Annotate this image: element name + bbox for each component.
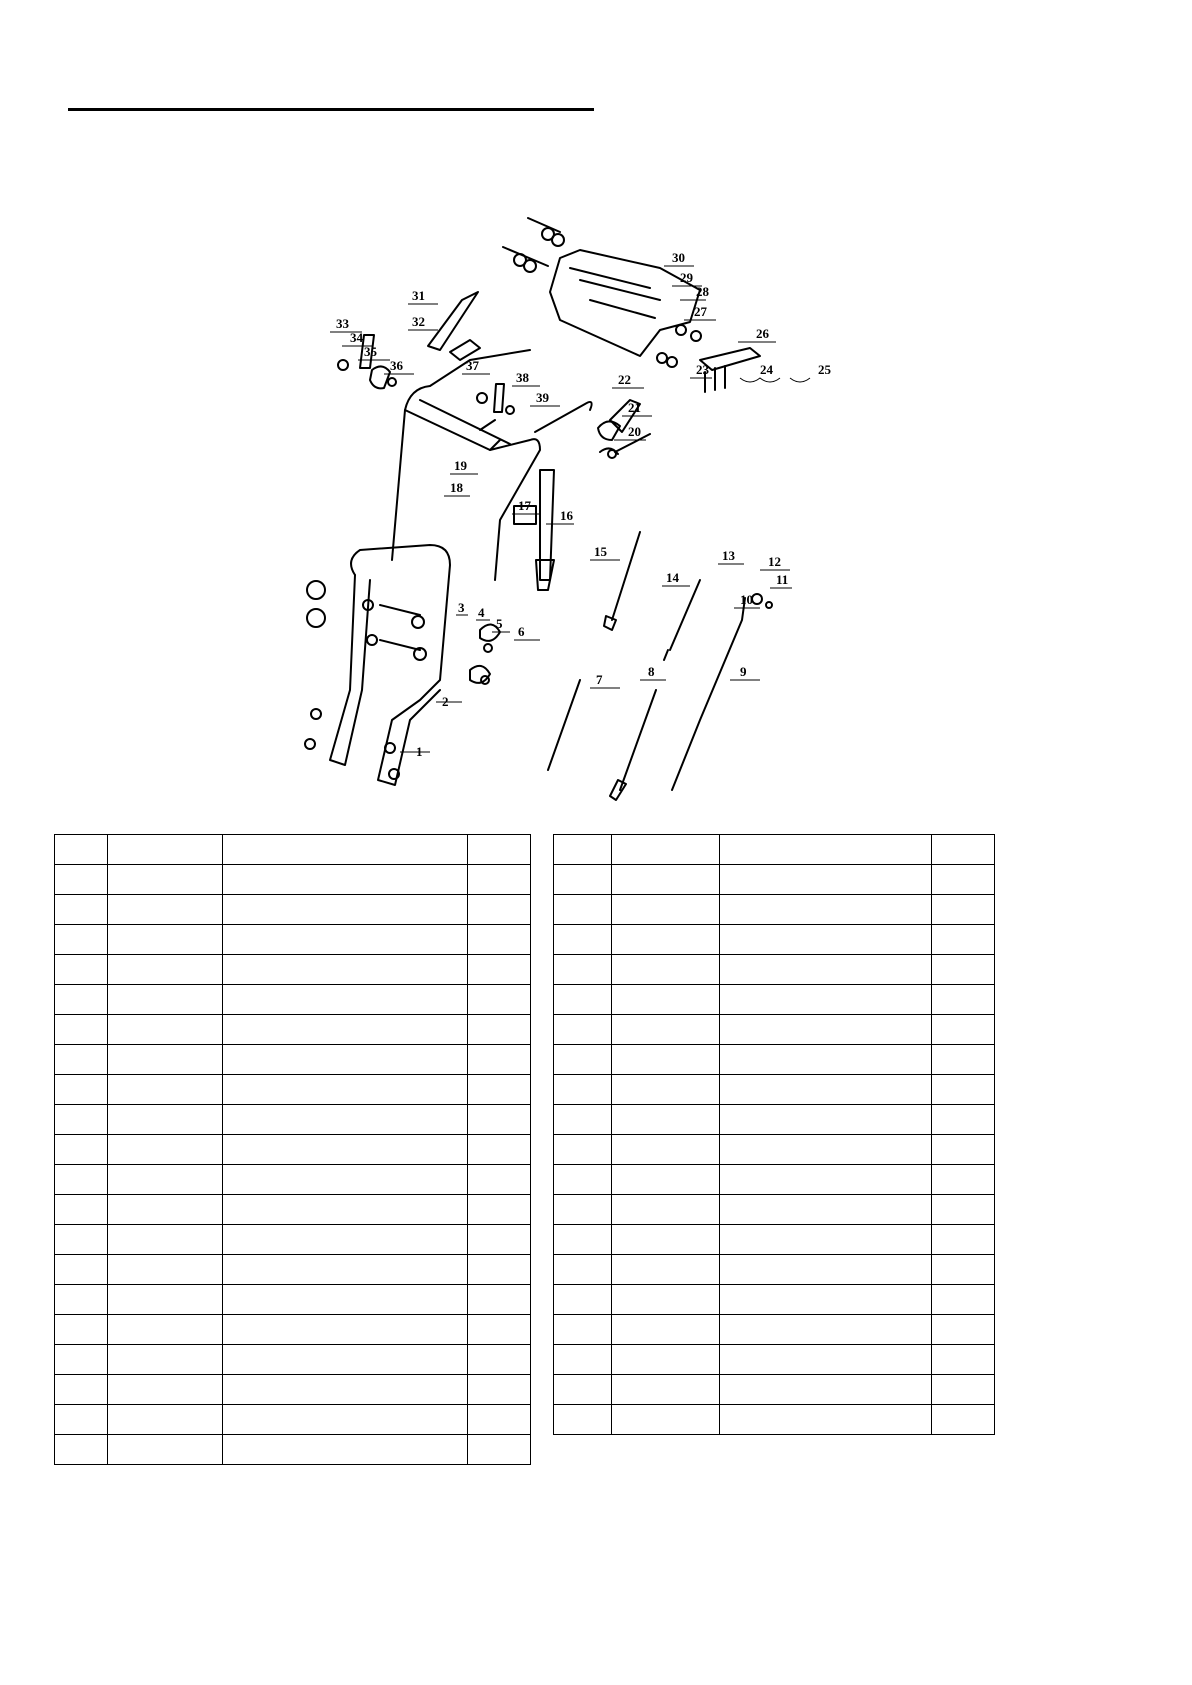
parts-table-right-row <box>554 865 995 895</box>
parts-table-left-cell <box>468 985 531 1015</box>
callout-4: 4 <box>478 605 485 620</box>
parts-table-right-row <box>554 1075 995 1105</box>
parts-table-left-cell <box>108 865 223 895</box>
callout-36: 36 <box>390 358 403 373</box>
parts-table-left-cell <box>468 895 531 925</box>
callout-2: 2 <box>442 694 449 709</box>
parts-table-right-cell <box>720 1195 932 1225</box>
parts-table-left-cell <box>108 1015 223 1045</box>
parts-table-right-cell <box>554 1075 612 1105</box>
parts-table-left-cell <box>108 835 223 865</box>
parts-table-left-row <box>55 1135 531 1165</box>
parts-table-right-cell <box>932 955 995 985</box>
parts-table-left-cell <box>468 1285 531 1315</box>
parts-table-right-cell <box>612 1045 720 1075</box>
parts-table-left-cell <box>223 865 468 895</box>
parts-table-right-row <box>554 1195 995 1225</box>
parts-table-right-row <box>554 1375 995 1405</box>
parts-table-left-row <box>55 835 531 865</box>
parts-table-right-cell <box>554 1105 612 1135</box>
parts-table-left-row <box>55 895 531 925</box>
parts-table-right-cell <box>720 1315 932 1345</box>
callout-8: 8 <box>648 664 655 679</box>
parts-table-right-cell <box>554 1255 612 1285</box>
parts-table-left-cell <box>108 1315 223 1345</box>
parts-table-left-cell <box>468 1255 531 1285</box>
parts-table-left-row <box>55 1015 531 1045</box>
parts-table-left-cell <box>55 1315 108 1345</box>
parts-table-right-cell <box>720 1075 932 1105</box>
parts-table-right-cell <box>932 835 995 865</box>
callout-29: 29 <box>680 270 693 285</box>
parts-table-right-cell <box>932 1165 995 1195</box>
parts-table-right-row <box>554 1315 995 1345</box>
parts-table-right-cell <box>612 835 720 865</box>
parts-table-left-cell <box>468 1405 531 1435</box>
parts-table-right-row <box>554 1165 995 1195</box>
callout-27: 27 <box>694 304 707 319</box>
parts-table-left-cell <box>223 1405 468 1435</box>
parts-table-right-cell <box>612 1015 720 1045</box>
parts-table-left-cell <box>468 1315 531 1345</box>
parts-table-right-cell <box>554 955 612 985</box>
parts-table-right-cell <box>612 925 720 955</box>
parts-table-left-cell <box>223 835 468 865</box>
parts-table-left-cell <box>55 1255 108 1285</box>
callout-3: 3 <box>458 600 465 615</box>
parts-table-left-cell <box>223 1135 468 1165</box>
parts-table-right-cell <box>612 985 720 1015</box>
parts-table-left-row <box>55 1195 531 1225</box>
parts-table-right-row <box>554 1345 995 1375</box>
parts-table-left-cell <box>108 1225 223 1255</box>
parts-table-right-cell <box>720 1105 932 1135</box>
callout-20: 20 <box>628 424 641 439</box>
parts-table-left-row <box>55 1105 531 1135</box>
parts-table-right-cell <box>554 895 612 925</box>
callout-38: 38 <box>516 370 529 385</box>
parts-table-left-cell <box>108 1375 223 1405</box>
parts-table-left-cell <box>55 955 108 985</box>
parts-table-right-row <box>554 925 995 955</box>
parts-table-left-cell <box>108 1105 223 1135</box>
parts-table-left-cell <box>55 925 108 955</box>
parts-table-right-cell <box>612 1225 720 1255</box>
callout-22: 22 <box>618 372 631 387</box>
callout-14: 14 <box>666 570 679 585</box>
callout-35: 35 <box>364 344 377 359</box>
callout-11: 11 <box>776 572 789 587</box>
parts-table-right-cell <box>612 1405 720 1435</box>
parts-table-right-cell <box>932 1075 995 1105</box>
parts-table-left-cell <box>223 895 468 925</box>
parts-table-left-cell <box>223 1315 468 1345</box>
callout-31: 31 <box>412 288 425 303</box>
callout-5: 5 <box>496 616 503 631</box>
parts-table-left-cell <box>55 1045 108 1075</box>
parts-table-right-cell <box>932 1135 995 1165</box>
parts-table-left-cell <box>108 1165 223 1195</box>
parts-table-right-cell <box>612 865 720 895</box>
parts-table-left-cell <box>55 985 108 1015</box>
callout-7: 7 <box>596 672 603 687</box>
parts-table-right-cell <box>720 985 932 1015</box>
callout-17: 17 <box>518 498 531 513</box>
callout-19: 19 <box>454 458 467 473</box>
parts-table-left-cell <box>108 925 223 955</box>
parts-table-left-cell <box>468 1045 531 1075</box>
callout-24: 24 <box>760 362 773 377</box>
parts-table-left-row <box>55 1345 531 1375</box>
parts-table-right-cell <box>720 1135 932 1165</box>
parts-table-left-cell <box>108 1405 223 1435</box>
parts-table-right-cell <box>554 1345 612 1375</box>
parts-table-left-cell <box>55 1015 108 1045</box>
parts-table-left-cell <box>468 1435 531 1465</box>
callout-32: 32 <box>412 314 425 329</box>
parts-table-right-cell <box>720 1225 932 1255</box>
parts-table-left-cell <box>108 895 223 925</box>
parts-table-left-row <box>55 985 531 1015</box>
callout-30: 30 <box>672 250 685 265</box>
callout-12: 12 <box>768 554 781 569</box>
parts-table-left-row <box>55 1315 531 1345</box>
exploded-parts-diagram <box>0 190 1192 830</box>
parts-table-right-row <box>554 1015 995 1045</box>
parts-table-right-row <box>554 1255 995 1285</box>
parts-table-right-cell <box>720 1255 932 1285</box>
parts-table-right-cell <box>554 1045 612 1075</box>
parts-table-left-cell <box>55 1105 108 1135</box>
callout-10: 10 <box>740 592 753 607</box>
parts-table-left-cell <box>468 1165 531 1195</box>
parts-table-right-cell <box>612 1345 720 1375</box>
callout-1: 1 <box>416 744 423 759</box>
parts-table-left-cell <box>108 1285 223 1315</box>
parts-table-right-cell <box>720 1045 932 1075</box>
parts-table-right-cell <box>932 1225 995 1255</box>
parts-table-left-cell <box>55 1165 108 1195</box>
parts-table-left-cell <box>108 1345 223 1375</box>
parts-table-left-row <box>55 865 531 895</box>
parts-table-right-cell <box>612 1165 720 1195</box>
title-underline <box>68 108 594 111</box>
parts-table-left-cell <box>223 1165 468 1195</box>
parts-table-left-cell <box>108 1135 223 1165</box>
parts-table-right-cell <box>720 1405 932 1435</box>
parts-table-right-cell <box>720 955 932 985</box>
parts-table-left-cell <box>468 925 531 955</box>
parts-table-right-cell <box>932 1195 995 1225</box>
parts-table-left-cell <box>223 1345 468 1375</box>
parts-table-left-cell <box>223 925 468 955</box>
parts-table-right-cell <box>720 1165 932 1195</box>
parts-table-right-cell <box>932 925 995 955</box>
parts-table-right-cell <box>932 1015 995 1045</box>
parts-table-left-cell <box>55 1405 108 1435</box>
parts-table-right-cell <box>720 1285 932 1315</box>
callout-28: 28 <box>696 284 709 299</box>
callout-13: 13 <box>722 548 735 563</box>
parts-table-right-cell <box>554 865 612 895</box>
parts-table-right-cell <box>554 985 612 1015</box>
callout-18: 18 <box>450 480 463 495</box>
parts-table-right-row <box>554 1285 995 1315</box>
callout-16: 16 <box>560 508 573 523</box>
parts-table-left-cell <box>108 1075 223 1105</box>
parts-table-left-row <box>55 925 531 955</box>
callout-26: 26 <box>756 326 769 341</box>
parts-table-left-cell <box>223 1375 468 1405</box>
parts-table-left-cell <box>223 1225 468 1255</box>
callout-34: 34 <box>350 330 363 345</box>
parts-table-right-cell <box>932 1375 995 1405</box>
parts-table-left-row <box>55 1255 531 1285</box>
parts-table-left-cell <box>223 1075 468 1105</box>
callout-33: 33 <box>336 316 349 331</box>
parts-table-left-cell <box>108 955 223 985</box>
parts-table-right-cell <box>554 1225 612 1255</box>
parts-table-left-row <box>55 1285 531 1315</box>
parts-table-left-cell <box>223 955 468 985</box>
parts-table-left-row <box>55 1225 531 1255</box>
parts-table-left-cell <box>468 1015 531 1045</box>
callout-37: 37 <box>466 358 479 373</box>
parts-table-right-cell <box>554 1135 612 1165</box>
parts-table-right-cell <box>612 1075 720 1105</box>
lower-handle-frame <box>351 545 450 785</box>
parts-table-left-cell <box>468 1075 531 1105</box>
callout-21: 21 <box>628 400 641 415</box>
parts-table-right-cell <box>720 1015 932 1045</box>
parts-table-right-row <box>554 1045 995 1075</box>
parts-table-left-cell <box>55 1285 108 1315</box>
parts-table-right-cell <box>554 1015 612 1045</box>
parts-table-left-cell <box>55 1075 108 1105</box>
parts-table-left-cell <box>468 1375 531 1405</box>
parts-table-right <box>553 834 995 1435</box>
parts-table-left-cell <box>55 865 108 895</box>
parts-table-right-cell <box>720 925 932 955</box>
parts-table-right-cell <box>932 1045 995 1075</box>
callout-25: 25 <box>818 362 831 377</box>
parts-table-right-cell <box>932 985 995 1015</box>
parts-table-right-cell <box>554 1195 612 1225</box>
parts-table-left-cell <box>468 1105 531 1135</box>
parts-table-left-cell <box>468 1195 531 1225</box>
parts-table-left-row <box>55 1165 531 1195</box>
parts-table-right-cell <box>932 1315 995 1345</box>
parts-table-left-row <box>55 955 531 985</box>
parts-table-right-cell <box>612 1195 720 1225</box>
parts-table-left-cell <box>223 1255 468 1285</box>
parts-table-left-cell <box>55 1225 108 1255</box>
parts-table-right-row <box>554 1225 995 1255</box>
parts-table-left-cell <box>108 1195 223 1225</box>
parts-table-right-cell <box>612 1135 720 1165</box>
parts-table-right-cell <box>554 835 612 865</box>
parts-table-right-cell <box>612 895 720 925</box>
parts-table-right-cell <box>554 1375 612 1405</box>
parts-table-left-cell <box>223 1045 468 1075</box>
parts-table-left-row <box>55 1375 531 1405</box>
parts-table-right-cell <box>720 1345 932 1375</box>
parts-table-left-cell <box>55 1135 108 1165</box>
parts-table-right-cell <box>554 925 612 955</box>
parts-table-right-cell <box>720 1375 932 1405</box>
parts-table-left-cell <box>468 1345 531 1375</box>
callout-23: 23 <box>696 362 709 377</box>
parts-table-right-cell <box>932 865 995 895</box>
parts-table-left-cell <box>223 985 468 1015</box>
parts-table-left-cell <box>55 1195 108 1225</box>
parts-table-left-cell <box>108 1045 223 1075</box>
parts-table-right-cell <box>612 955 720 985</box>
parts-table-right-cell <box>720 835 932 865</box>
parts-table-left-cell <box>223 1195 468 1225</box>
parts-table-right-cell <box>932 1285 995 1315</box>
parts-table-right-cell <box>932 1105 995 1135</box>
parts-table-left-cell <box>468 835 531 865</box>
parts-table-right-cell <box>612 1315 720 1345</box>
parts-table-right-cell <box>932 1405 995 1435</box>
parts-table-left-row <box>55 1045 531 1075</box>
callout-15: 15 <box>594 544 607 559</box>
parts-table-left-cell <box>55 1345 108 1375</box>
parts-table-right-cell <box>554 1315 612 1345</box>
parts-table-right-cell <box>612 1105 720 1135</box>
parts-table-right-cell <box>612 1375 720 1405</box>
parts-table-left-row <box>55 1405 531 1435</box>
upper-handle-frame <box>392 350 530 560</box>
parts-table-left-cell <box>468 865 531 895</box>
callout-9: 9 <box>740 664 747 679</box>
parts-table-right-row <box>554 835 995 865</box>
parts-table-right-cell <box>554 1165 612 1195</box>
parts-table-left-cell <box>223 1105 468 1135</box>
parts-table-right-cell <box>612 1285 720 1315</box>
parts-table-right-row <box>554 985 995 1015</box>
parts-table-right-cell <box>932 895 995 925</box>
parts-table-right-cell <box>720 865 932 895</box>
parts-table-right-row <box>554 895 995 925</box>
parts-table-left-cell <box>55 895 108 925</box>
parts-table-left-cell <box>223 1435 468 1465</box>
parts-table-left-cell <box>55 835 108 865</box>
parts-table-left-cell <box>468 955 531 985</box>
callout-6: 6 <box>518 624 525 639</box>
parts-table-left-cell <box>55 1375 108 1405</box>
parts-table-left <box>54 834 531 1465</box>
parts-table-right-cell <box>932 1255 995 1285</box>
parts-table-left-row <box>55 1435 531 1465</box>
parts-table-left-cell <box>108 1255 223 1285</box>
parts-table-right-row <box>554 1105 995 1135</box>
parts-table-right-cell <box>720 895 932 925</box>
callout-39: 39 <box>536 390 549 405</box>
parts-table-left-cell <box>223 1015 468 1045</box>
parts-table-left-cell <box>108 1435 223 1465</box>
parts-table-right-cell <box>554 1405 612 1435</box>
parts-table-right-row <box>554 955 995 985</box>
parts-table-left-cell <box>223 1285 468 1315</box>
parts-table-left-cell <box>468 1225 531 1255</box>
parts-table-left-cell <box>108 985 223 1015</box>
parts-table-right-cell <box>932 1345 995 1375</box>
parts-table-right-row <box>554 1135 995 1165</box>
parts-table-right-cell <box>554 1285 612 1315</box>
parts-table-left-cell <box>55 1435 108 1465</box>
parts-table-left-cell <box>468 1135 531 1165</box>
parts-table-right-cell <box>612 1255 720 1285</box>
parts-table-left-row <box>55 1075 531 1105</box>
parts-table-right-row <box>554 1405 995 1435</box>
